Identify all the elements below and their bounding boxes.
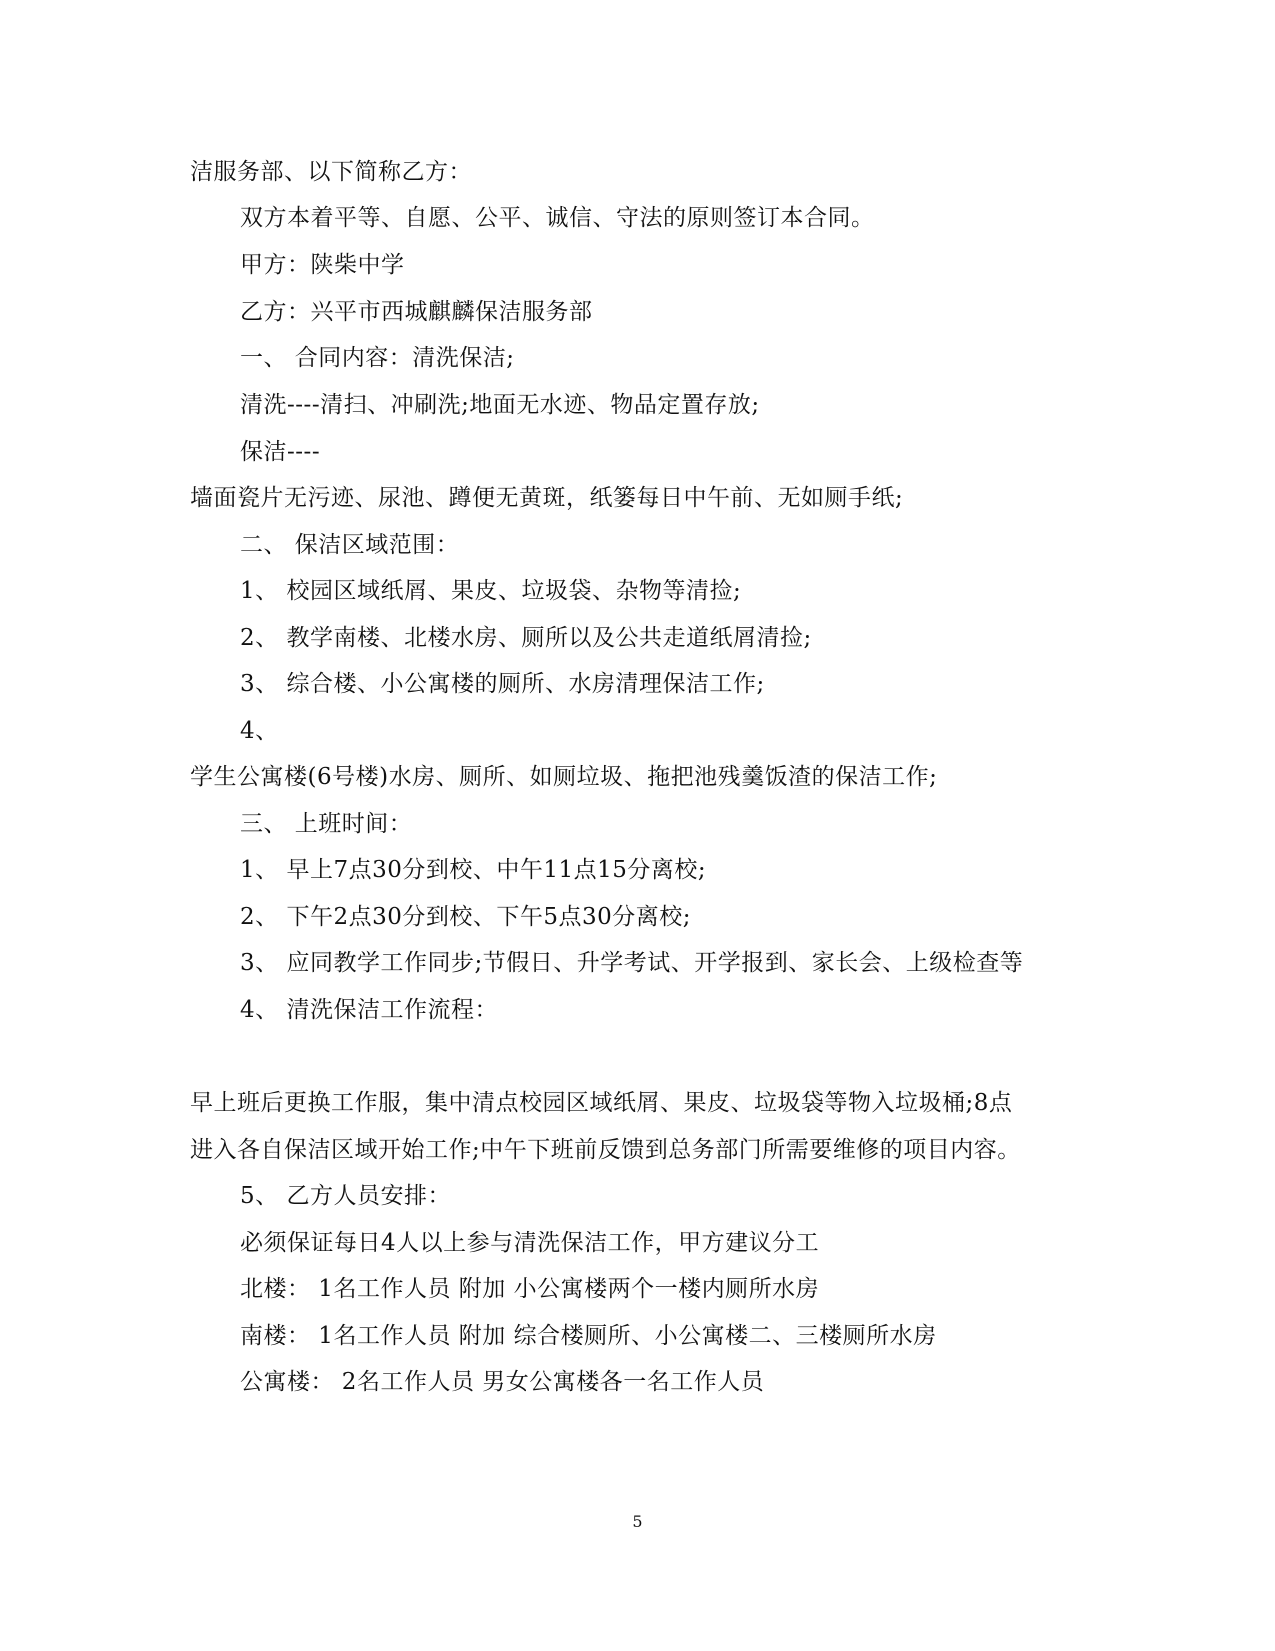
text-line: 北楼： 1名工作人员 附加 小公寓楼两个一楼内厕所水房 — [240, 1276, 820, 1302]
text-line: 保洁---- — [240, 439, 321, 465]
text-line: 公寓楼： 2名工作人员 男女公寓楼各一名工作人员 — [240, 1369, 765, 1395]
text-line: 墙面瓷片无污迹、尿池、蹲便无黄斑，纸篓每日中午前、无如厕手纸; — [190, 485, 904, 511]
text-line: 早上班后更换工作服，集中清点校园区域纸屑、果皮、垃圾袋等物入垃圾桶;8点 — [190, 1090, 1013, 1116]
text-line: 南楼： 1名工作人员 附加 综合楼厕所、小公寓楼二、三楼厕所水房 — [240, 1323, 937, 1349]
list-item: 3、 综合楼、小公寓楼的厕所、水房清理保洁工作; — [240, 671, 765, 697]
list-item: 4、 清洗保洁工作流程： — [240, 997, 498, 1023]
text-line: 双方本着平等、自愿、公平、诚信、守法的原则签订本合同。 — [240, 205, 875, 231]
section-heading: 二、 保洁区域范围： — [240, 532, 460, 558]
list-item: 5、 乙方人员安排： — [240, 1183, 451, 1209]
list-item: 1、 校园区域纸屑、果皮、垃圾袋、杂物等清捡; — [240, 578, 742, 604]
list-item: 2、 下午2点30分到校、下午5点30分离校; — [240, 904, 691, 930]
list-item: 4、 — [240, 718, 279, 744]
text-line: 甲方：陕柴中学 — [240, 252, 405, 278]
text-line: 学生公寓楼(6号楼)水房、厕所、如厕垃圾、拖把池残羹饭渣的保洁工作; — [190, 764, 938, 790]
list-item: 1、 早上7点30分到校、中午11点15分离校; — [240, 857, 707, 883]
page-number: 5 — [632, 1512, 643, 1531]
text-line: 必须保证每日4人以上参与清洗保洁工作，甲方建议分工 — [240, 1230, 820, 1256]
text-line: 进入各自保洁区域开始工作;中午下班前反馈到总务部门所需要维修的项目内容。 — [190, 1137, 1021, 1163]
list-item: 3、 应同教学工作同步;节假日、升学考试、开学报到、家长会、上级检查等 — [240, 950, 1024, 976]
text-line: 清洗----清扫、冲刷洗;地面无水迹、物品定置存放; — [240, 392, 760, 418]
text-line: 乙方：兴平市西城麒麟保洁服务部 — [240, 299, 593, 325]
section-heading: 三、 上班时间： — [240, 811, 413, 837]
section-heading: 一、 合同内容：清洗保洁; — [240, 345, 515, 371]
list-item: 2、 教学南楼、北楼水房、厕所以及公共走道纸屑清捡; — [240, 625, 812, 651]
text-line: 洁服务部、以下简称乙方： — [190, 159, 472, 185]
